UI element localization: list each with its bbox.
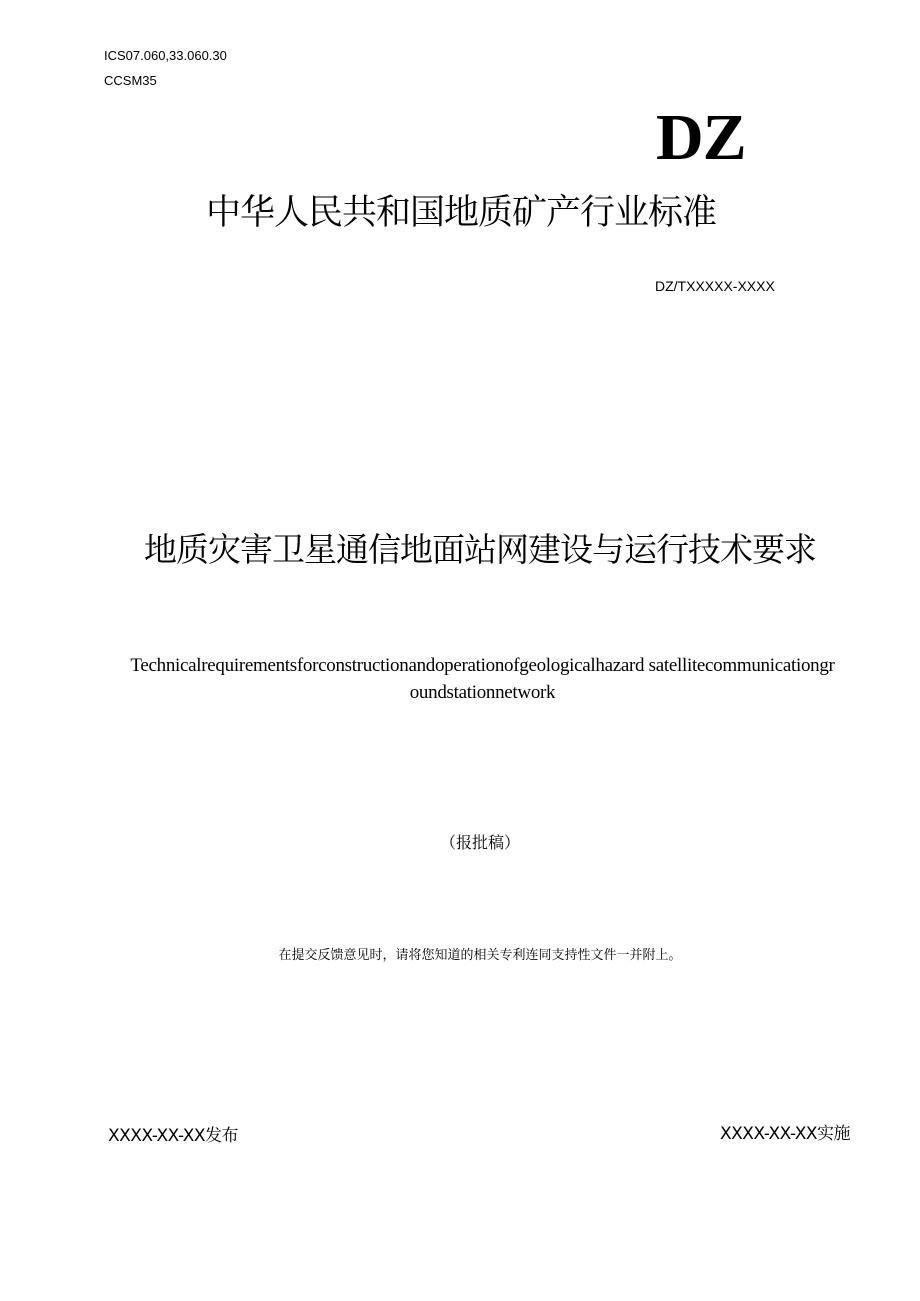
dz-logo-mark: DZ: [656, 101, 746, 174]
patent-notice: 在提交反馈意见时，请将您知道的相关专利连同支持性文件一并附上。: [278, 948, 682, 963]
ccs-code: CCSM35: [104, 73, 157, 88]
implement-date: XXXX-XX-XX实施: [720, 1124, 851, 1144]
document-title-chinese: 地质灾害卫星通信地面站网建设与运行技术要求: [144, 530, 816, 569]
standard-code: DZ/TXXXXX-XXXX: [655, 278, 775, 294]
standard-type-title: 中华人民共和国地质矿产行业标准: [206, 193, 717, 233]
document-title-english: Technicalrequirementsforconstructionandoperationofgeologicalhazard satellitecommunicationgroundstationnetwork: [130, 655, 835, 703]
publish-date: XXXX-XX-XX发布: [108, 1126, 239, 1146]
ics-code: ICS07.060,33.060.30: [104, 48, 227, 63]
draft-status-label: （报批稿）: [439, 833, 520, 852]
